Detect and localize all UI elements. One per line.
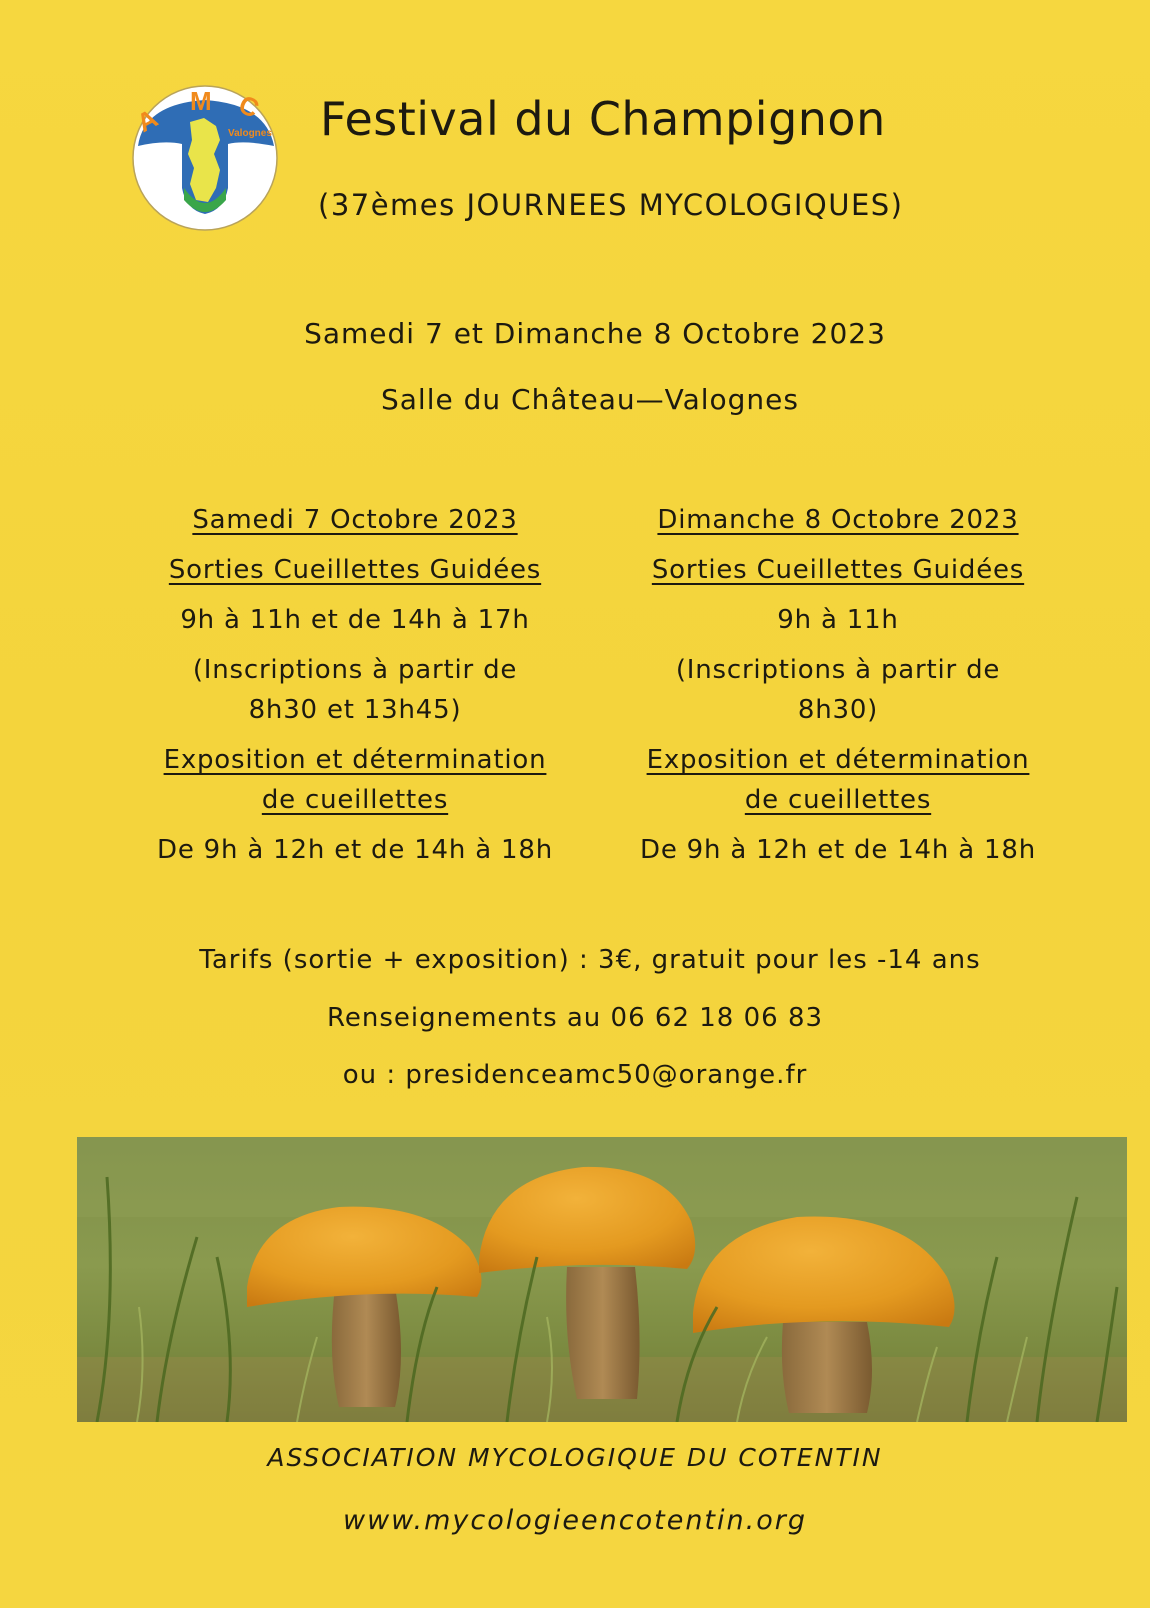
day-heading: Dimanche 8 Octobre 2023 [657,505,1019,535]
outings-title: Sorties Cueillettes Guidées [168,555,542,585]
pricing-text: Tarifs (sortie + exposition) : 3€, gratuit pour les -14 ans [199,945,981,975]
registration-line-1: (Inscriptions à partir de [192,655,518,685]
svg-text:A: A [131,102,163,138]
contact-email: ou : presidenceamc50@orange.fr [342,1060,808,1090]
outings-title: Sorties Cueillettes Guidées [651,555,1025,585]
exhibition-title-line-2: de cueillettes [261,785,449,815]
association-name: ASSOCIATION MYCOLOGIQUE DU COTENTIN [267,1443,883,1472]
event-dates: Samedi 7 et Dimanche 8 Octobre 2023 [304,317,886,350]
exhibition-hours: De 9h à 12h et de 14h à 18h [640,835,1036,865]
exhibition-hours: De 9h à 12h et de 14h à 18h [157,835,553,865]
exhibition-title-line-1: Exposition et détermination [163,745,547,775]
registration-line-1: (Inscriptions à partir de [675,655,1001,685]
day-heading: Samedi 7 Octobre 2023 [192,505,518,535]
amc-logo [124,84,286,232]
svg-text:M: M [190,86,212,116]
outings-hours: 9h à 11h et de 14h à 17h [180,605,530,635]
mushroom-photo-graphic [77,1137,1127,1422]
day-column-sunday [618,500,1058,870]
registration-line-2: 8h30 et 13h45) [248,695,462,725]
svg-text:Valognes: Valognes [228,128,272,139]
page-title: Festival du Champignon [320,92,886,146]
page-subtitle: (37èmes JOURNEES MYCOLOGIQUES) [318,188,904,222]
mushroom-photo [77,1137,1127,1422]
amc-logo-graphic [124,84,286,232]
website-link[interactable]: www.mycologieencotentin.org [343,1505,807,1536]
day-column-saturday [135,500,575,870]
exhibition-title-line-2: de cueillettes [744,785,932,815]
outings-hours: 9h à 11h [777,605,899,635]
exhibition-title-line-1: Exposition et détermination [646,745,1030,775]
contact-phone: Renseignements au 06 62 18 06 83 [326,1003,824,1033]
svg-text:C: C [234,88,264,124]
event-venue: Salle du Château—Valognes [381,383,799,416]
registration-line-2: 8h30) [797,695,879,725]
